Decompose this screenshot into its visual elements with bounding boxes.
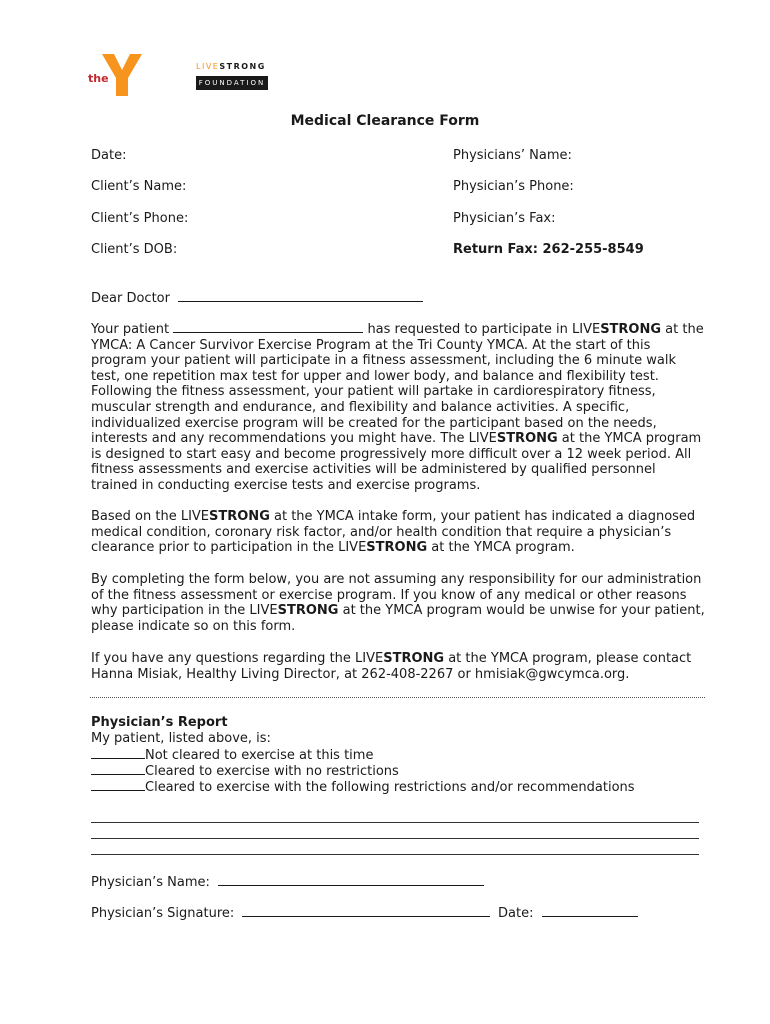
dotted-separator [90,697,705,698]
para1-start: Your patient [91,322,170,337]
physician-phone-label: Physician’s Phone: [453,179,574,194]
physicians-name-label: Physicians’ Name: [453,148,572,163]
para1-rest-b: at the YMCA program is designed to start easy and become progressively more difficult over a 12 week period. All fitness assessments and exercise activities will be administered by qualified personnel trained in conducting exercise tests and exercise programs. [91,431,702,493]
ymca-logo-icon [88,52,144,98]
para3-b: at the YMCA program would be unwise for your patient, please indicate so on this form. [91,603,705,634]
option-not-cleared-blank[interactable] [91,746,145,759]
logo-area [88,52,288,102]
para4-b: at the YMCA program, please contact Hanna Misiak, Healthy Living Director, at 262-408-2267 or hmisiak@gwcymca.org. [91,651,692,682]
report-intro: My patient, listed above, is: [91,731,271,746]
para3-s1: STRONG [277,603,339,619]
greeting-text: Dear Doctor [91,291,170,306]
responsibility-paragraph [91,572,706,634]
para2-a: Based on the LIVE [91,509,210,524]
livestrong-wordmark [196,60,266,74]
recommendation-line-1[interactable] [91,822,699,823]
para2-s2: STRONG [366,540,428,556]
signature-date-blank[interactable] [542,904,638,917]
recommendation-line-2[interactable] [91,838,699,839]
option-cleared-no-restrictions [91,762,399,779]
physician-name-blank[interactable] [218,873,484,886]
date-field-label: Date: [91,148,127,163]
physician-signature-row [91,904,490,921]
para1-strong1: STRONG [600,322,662,337]
patient-name-blank[interactable] [173,320,363,333]
physician-signature-blank[interactable] [242,904,490,917]
form-title: Medical Clearance Form [290,113,480,129]
recommendation-line-3[interactable] [91,854,699,855]
greeting [91,289,423,306]
para2-s1: STRONG [209,509,270,524]
livestrong-strong: STRONG [219,62,266,71]
date-signature-row [498,904,638,921]
client-phone-label: Client’s Phone: [91,211,189,226]
para4-s1: STRONG [383,651,445,666]
para2-c: at the YMCA program. [427,540,575,556]
para4-a: If you have any questions regarding the LIVE [91,651,384,666]
option-not-cleared [91,746,373,763]
physician-signature-label: Physician’s Signature: [91,906,235,921]
para1-after-blank: has requested to participate in LIVE [367,322,601,337]
option-cleared-no-restrictions-label: Cleared to exercise with no restrictions [145,764,399,779]
para1-line1-tail: at the [661,322,704,337]
para1-strong2: STRONG [496,431,558,447]
client-dob-label: Client’s DOB: [91,242,178,257]
physician-report-title: Physician’s Report [91,715,228,730]
option-not-cleared-label: Not cleared to exercise at this time [145,748,374,763]
doctor-name-blank[interactable] [178,289,423,302]
contact-paragraph [91,651,706,682]
option-cleared-with-restrictions-label: Cleared to exercise with the following restrictions and/or recommendations [145,780,635,795]
ymca-the-text: the [88,72,109,85]
intro-paragraph [91,320,706,494]
para1-rest-a: YMCA: A Cancer Survivor Exercise Program at the Tri County YMCA. At the start of this program your patient will participate in a fitness assessment, including the 6 minute walk test, one repetition max test for upper and lower body, and balance and flexibility test. Following the fitness assessment, your patient will partake in cardiorespiratory fitness, muscular strength and endurance, and flexibility and balance activities. A specific, individualized exercise program will be created for the participant based on the needs, interests and any recommendations you might have. The LIVE [91,337,676,447]
client-name-label: Client’s Name: [91,179,187,194]
livestrong-live: LIVE [196,62,220,71]
physician-fax-label: Physician’s Fax: [453,211,556,226]
option-cleared-no-restrictions-blank[interactable] [91,762,145,775]
para2-b: at the YMCA intake form, your patient has indicated a diagnosed medical condition, coronary risk factor, and/or health condition that require a physician’s clearance prior to participation in the LIVE [91,509,696,556]
option-cleared-with-restrictions-blank[interactable] [91,778,145,791]
para3-a: By completing the form below, you are not assuming any responsibility for our administration of the fitness assessment or exercise program. If you know of any medical or other reasons why participation in the LIVE [91,572,702,619]
foundation-label: FOUNDATION [196,76,268,90]
condition-paragraph [91,509,706,556]
physician-name-row [91,873,484,890]
physician-name-label: Physician’s Name: [91,875,210,890]
return-fax-label: Return Fax: 262-255-8549 [453,242,644,257]
signature-date-label: Date: [498,906,534,921]
option-cleared-with-restrictions [91,778,635,795]
